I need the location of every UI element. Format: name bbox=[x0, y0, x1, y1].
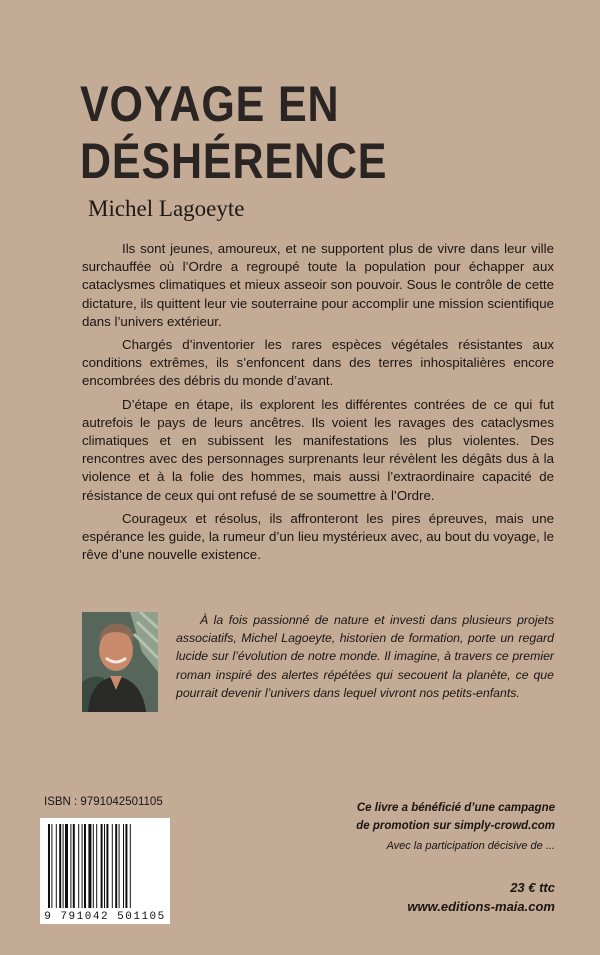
participation-note: Avec la participation décisive de ... bbox=[386, 840, 555, 852]
price: 23 € ttc bbox=[510, 880, 555, 895]
author-portrait-image bbox=[82, 612, 158, 712]
synopsis-paragraph: Courageux et résolus, ils affronteront les pires épreuves, mais une espérance les guide, la rumeur d’un lieu mystérieux avec, au bout du voyage, le rêve d’une nouvelle existence. bbox=[82, 510, 554, 563]
synopsis bbox=[82, 240, 554, 569]
author-bio: À la fois passionné de nature et investi dans plusieurs projets associatifs, Michel Lagoeyte, historien de formation, porte un regard lucide sur l’évolution de notre monde. Il imagine, à travers ce premier roman inspiré des alertes répétées qui secouent la planète, ce que pourrait devenir l’univers dans lequel vivront nos petits-enfants. bbox=[176, 613, 554, 700]
barcode-bars bbox=[40, 818, 170, 910]
synopsis-paragraph: Ils sont jeunes, amoureux, et ne supportent plus de vivre dans leur ville surchauffée où l’Ordre a regroupé toute la population pour échapper aux cataclysmes climatiques et mieux asseoir son pouvoir. Sous le contrôle de cette dictature, ils quittent leur vie souterraine pour accomplir une mission scientifique dans l’univers extérieur. bbox=[82, 241, 554, 329]
author-name: Michel Lagoeyte bbox=[88, 196, 245, 221]
publisher-website: www.editions-maia.com bbox=[407, 899, 555, 914]
barcode bbox=[40, 818, 170, 924]
title-line-1: VOYAGE EN bbox=[80, 76, 340, 132]
campaign-line-1: Ce livre a bénéficié d’une campagne bbox=[356, 802, 555, 814]
author-photo bbox=[82, 612, 158, 712]
book-title bbox=[80, 76, 387, 190]
barcode-digits: 9 791042 501105 bbox=[44, 911, 166, 923]
title-line-2: DÉSHÉRENCE bbox=[80, 133, 388, 189]
campaign-line-2: de promotion sur simply-crowd.com bbox=[356, 820, 555, 832]
campaign-note bbox=[356, 799, 555, 835]
synopsis-paragraph: Chargés d’inventorier les rares espèces végétales résistantes aux conditions extrêmes, ils s’enfoncent dans des terres inhospitalières encore encombrées des débris du monde d’avant. bbox=[82, 337, 554, 389]
isbn-label: ISBN : 9791042501105 bbox=[44, 796, 163, 808]
synopsis-paragraph: D’étape en étape, ils explorent les différentes contrées de ce qui fut autrefois le pays de leurs ancêtres. Ils voient les ravages des cataclysmes climatiques et en subissent les manifestations les plus violentes. Des rencontres avec des personnages surprenants leur révèlent les dégâts dus à la violence et à la folie des hommes, mais aussi l’extraordinaire capacité de résistance de ceux qui ont refusé de se soumettre à l’Ordre. bbox=[82, 396, 554, 503]
